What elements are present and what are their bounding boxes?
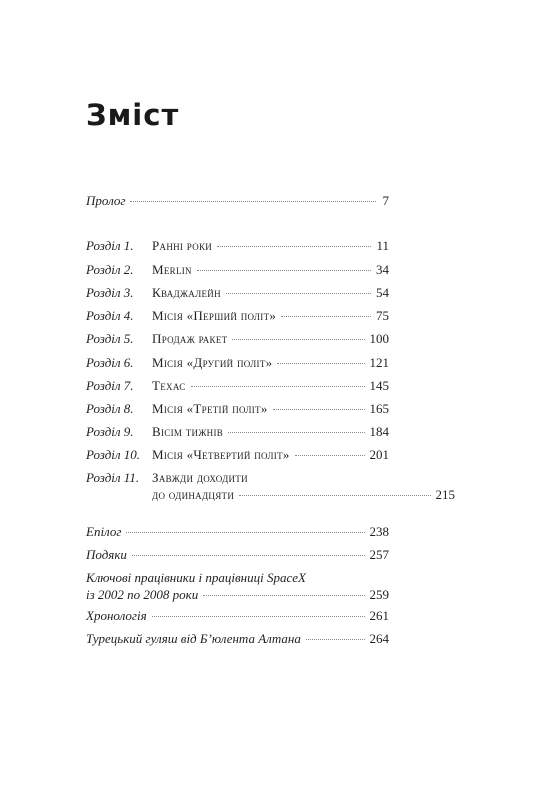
chapter-label: Розділ 7. <box>86 378 134 393</box>
entry-label-line1: Ключові працівники і працівниці SpaceX <box>86 570 306 585</box>
page-number: 201 <box>369 447 389 462</box>
toc-entry-chapter-10 <box>86 446 389 463</box>
page-number: 259 <box>369 587 389 602</box>
chapter-title: Ранні роки <box>152 238 213 253</box>
page-title: Зміст <box>86 98 180 132</box>
toc-entry-chapter-2 <box>86 261 389 278</box>
dot-leader <box>130 201 376 202</box>
toc-entry-chapter-4 <box>86 307 389 324</box>
dot-leader <box>273 409 365 410</box>
page-number: 238 <box>369 524 389 539</box>
page-number: 261 <box>369 608 389 623</box>
page-number: 34 <box>376 262 389 277</box>
page-number: 11 <box>376 238 389 253</box>
entry-label: Пролог <box>86 193 126 208</box>
dot-leader <box>228 432 364 433</box>
toc-entry-chapter-6 <box>86 354 389 371</box>
dot-leader <box>217 246 371 247</box>
page-number: 100 <box>369 331 389 346</box>
toc-entry-key-employees <box>86 569 389 603</box>
chapter-title-line1: Завжди доходити <box>152 470 248 485</box>
entry-label: Турецький гуляш від Б’юлента Алтана <box>86 631 301 646</box>
page-number: 145 <box>369 378 389 393</box>
dot-leader <box>226 293 371 294</box>
page-number: 264 <box>369 631 389 646</box>
chapter-title: Merlin <box>152 262 192 277</box>
chapter-title: Техас <box>152 378 186 393</box>
dot-leader <box>232 339 364 340</box>
page-number: 165 <box>369 401 389 416</box>
chapter-title: Вісім тижнів <box>152 424 224 439</box>
chapter-title: Місія «Четвертий політ» <box>152 447 290 462</box>
page-number: 215 <box>435 487 455 502</box>
toc-entry-chapter-5 <box>86 330 389 347</box>
chapter-label: Розділ 10. <box>86 447 141 462</box>
chapter-label: Розділ 1. <box>86 238 134 253</box>
chapter-label: Розділ 2. <box>86 262 134 277</box>
chapter-title: Продаж ракет <box>152 331 228 346</box>
page-number: 184 <box>369 424 389 439</box>
page-number: 54 <box>376 285 389 300</box>
dot-leader <box>281 316 371 317</box>
chapter-title: Місія «Третій політ» <box>152 401 268 416</box>
chapter-title: Кваджалейн <box>152 285 221 300</box>
dot-leader <box>203 595 364 596</box>
entry-label: Хронологія <box>86 608 147 623</box>
dot-leader <box>239 495 430 496</box>
chapter-title: Місія «Перший політ» <box>152 308 277 323</box>
toc-entry-chapter-7 <box>86 377 389 394</box>
chapter-label: Розділ 3. <box>86 285 134 300</box>
chapter-label: Розділ 8. <box>86 401 134 416</box>
page-number: 121 <box>369 355 389 370</box>
toc-entry-prologue <box>86 192 389 209</box>
dot-leader <box>277 363 364 364</box>
entry-label: Подяки <box>86 547 127 562</box>
page-number: 7 <box>382 193 389 208</box>
toc-entry-chapter-8 <box>86 400 389 417</box>
toc-entry-chronology <box>86 607 389 624</box>
dot-leader <box>132 555 365 556</box>
dot-leader <box>152 616 365 617</box>
dot-leader <box>197 270 371 271</box>
toc-entry-acknowledgements <box>86 546 389 563</box>
toc-entry-goulash <box>86 630 389 647</box>
toc-entry-chapter-3 <box>86 284 389 301</box>
entry-label-line2: із 2002 по 2008 роки <box>86 587 199 602</box>
chapter-title-line2: до одинадцяти <box>152 487 235 502</box>
chapter-label: Розділ 5. <box>86 331 134 346</box>
toc-entry-chapter-1 <box>86 237 389 254</box>
dot-leader <box>191 386 365 387</box>
page-number: 75 <box>376 308 389 323</box>
entry-label: Епілог <box>86 524 122 539</box>
chapter-title: Місія «Другий політ» <box>152 355 273 370</box>
dot-leader <box>126 532 364 533</box>
chapter-label: Розділ 4. <box>86 308 134 323</box>
chapter-label: Розділ 9. <box>86 424 134 439</box>
chapter-label: Розділ 11. <box>86 470 140 485</box>
page-number: 257 <box>369 547 389 562</box>
chapter-label: Розділ 6. <box>86 355 134 370</box>
toc-entry-chapter-11 <box>86 469 455 503</box>
dot-leader <box>295 455 365 456</box>
toc-entry-epilogue <box>86 523 389 540</box>
dot-leader <box>306 639 365 640</box>
toc-entry-chapter-9 <box>86 423 389 440</box>
